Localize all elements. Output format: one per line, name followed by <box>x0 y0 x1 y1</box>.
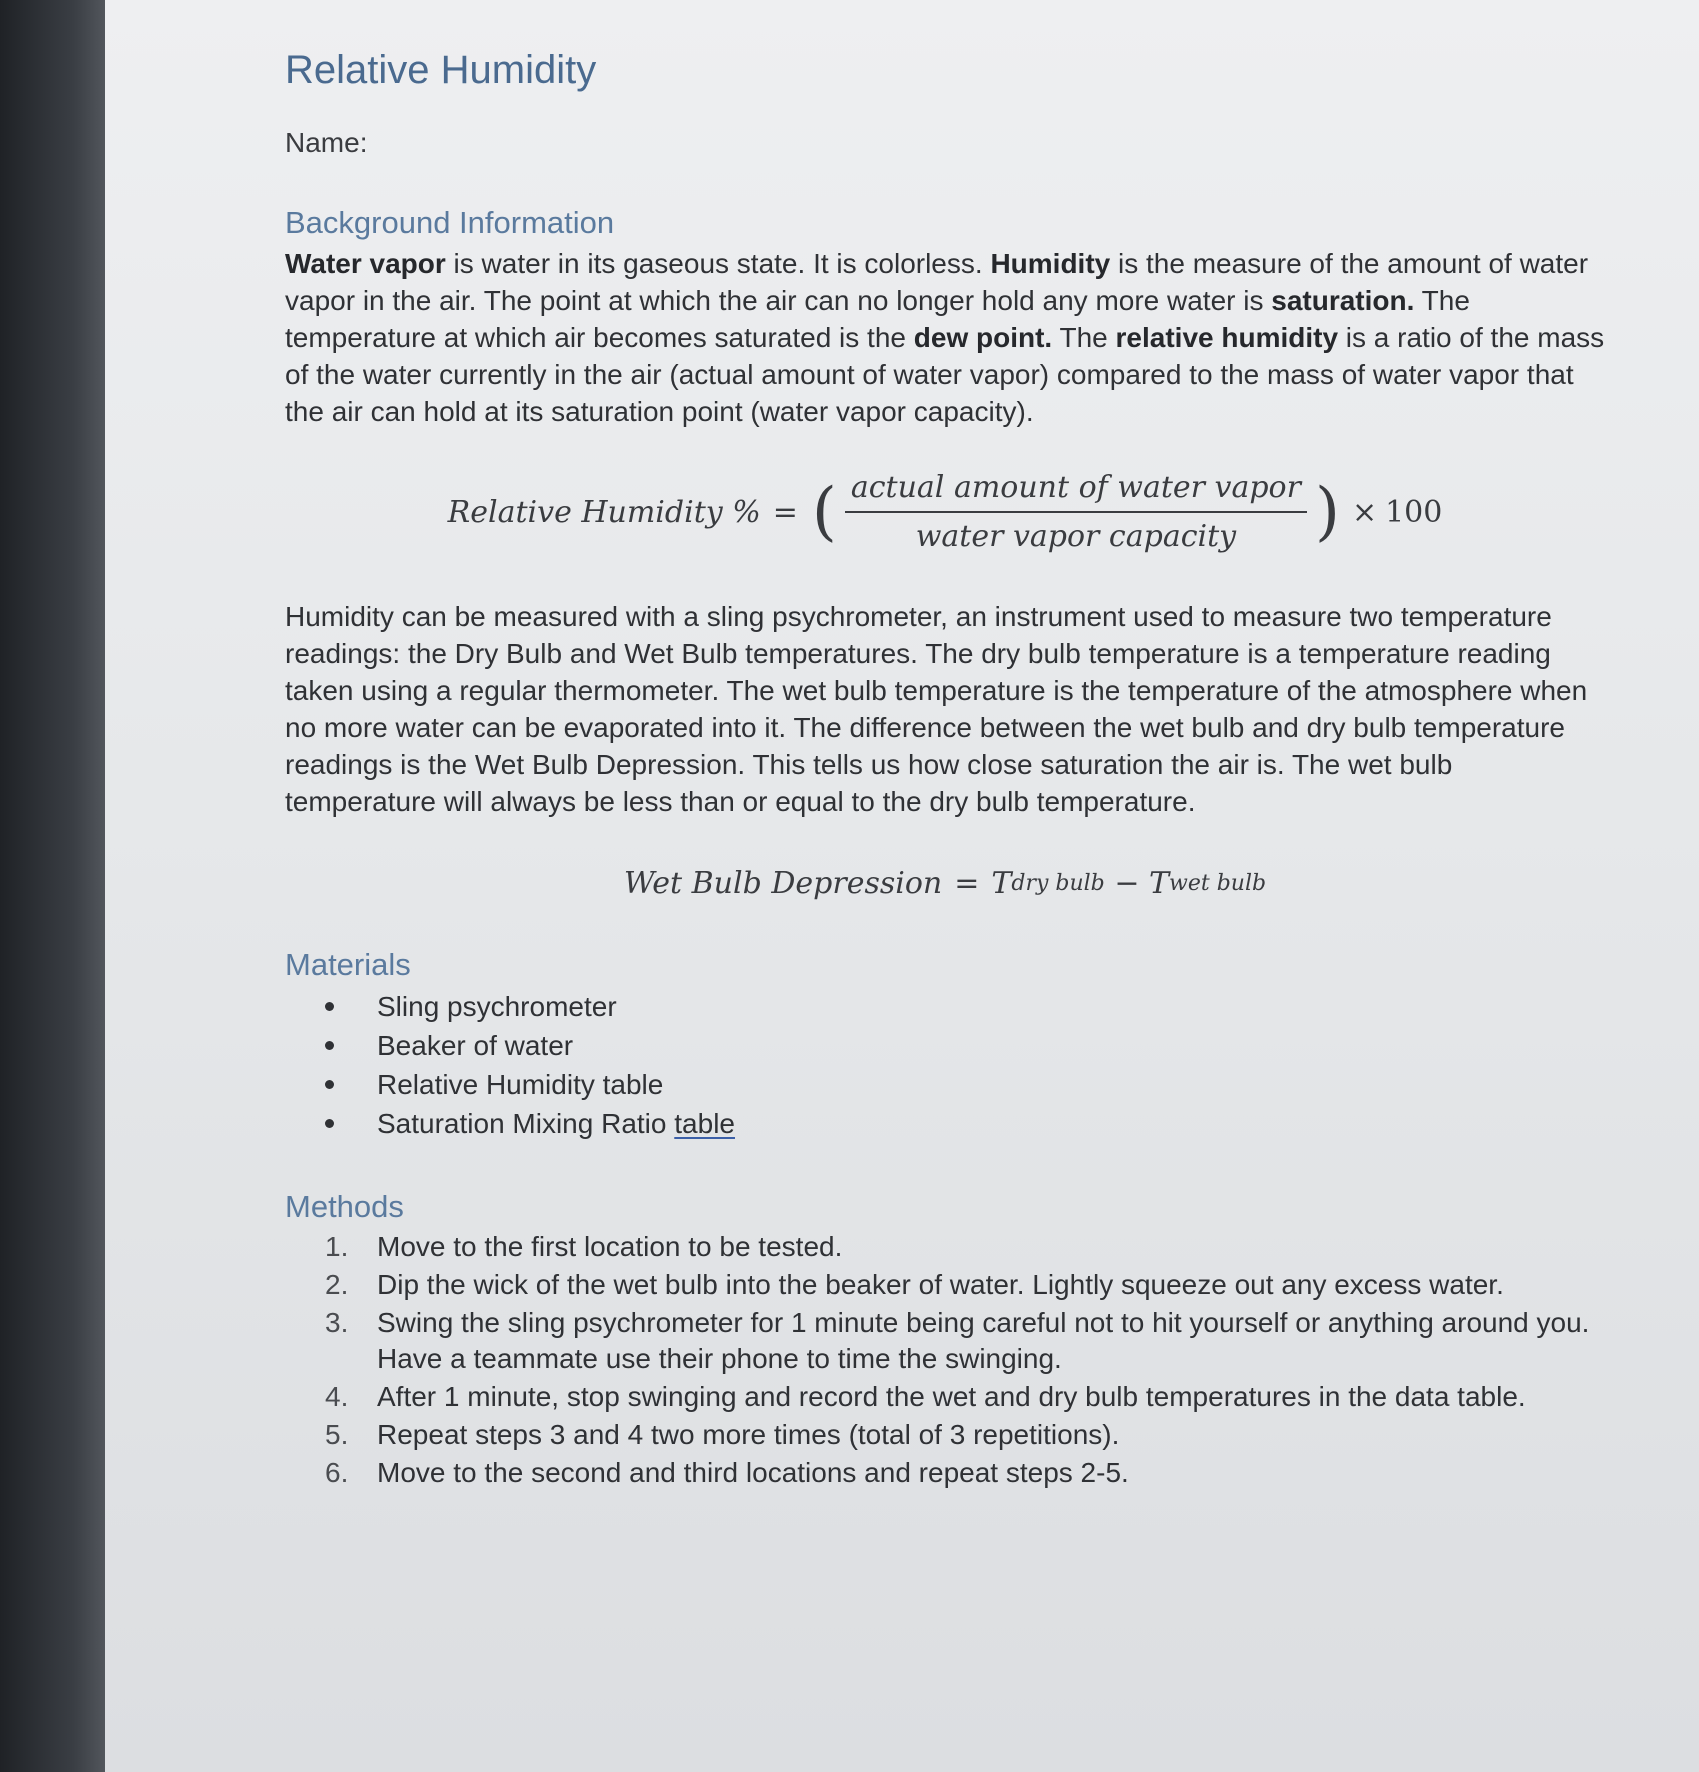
methods-heading: Methods <box>285 1189 404 1224</box>
background-paragraph-2: Humidity can be measured with a sling psychrometer, an instrument used to measure two temperature readings: the Dry Bulb and Wet Bulb temperatures. The dry bulb temperature is a temperature reading taken using a regular thermometer. The wet bulb temperature is the temperature of the atmosphere when no more water can be evaporated into it. The difference between the wet bulb and dry bulb temperature readings is the Wet Bulb Depression. This tells us how close saturation the air is. The wet bulb temperature will always be less than or equal to the dry bulb temperature. <box>285 601 1588 817</box>
material-label: Relative Humidity table <box>377 1069 664 1100</box>
methods-list <box>285 1229 1605 1491</box>
monitor-bezel <box>0 0 105 1772</box>
list-item <box>285 1065 1605 1104</box>
para1-text-5: is a ratio of the mass of the water currently in the air (actual amount of water vapor) compared to the mass of water vapor that the air can hold at its saturation point (water vapor capacity). <box>285 322 1605 427</box>
step-text: Repeat steps 3 and 4 two more times (total of 3 repetitions). <box>377 1419 1120 1450</box>
term-humidity: Humidity <box>990 248 1111 279</box>
term-saturation: saturation. <box>1271 285 1415 316</box>
formula1-open-paren: ( <box>811 475 837 549</box>
step-number: 5. <box>325 1419 349 1450</box>
bullet-icon <box>325 1080 334 1089</box>
formula1-equals: = <box>772 494 798 530</box>
para1-text-4: The <box>1052 322 1116 353</box>
step-number: 3. <box>325 1307 349 1338</box>
formula2-minus: − <box>1104 866 1149 901</box>
para1-text-3: The temperature at which air becomes saturated is the <box>285 285 1470 353</box>
list-item <box>285 1379 1605 1415</box>
formula1-fraction <box>845 470 1307 554</box>
step-text: Move to the first location to be tested. <box>377 1231 843 1262</box>
material-label: Beaker of water <box>377 1030 574 1061</box>
relative-humidity-formula <box>285 470 1605 554</box>
background-paragraph-1 <box>285 245 1605 430</box>
formula1-times: × <box>1351 494 1378 530</box>
list-item <box>285 1104 1605 1143</box>
bullet-icon <box>325 1002 334 1011</box>
formula2-t-dry: T <box>991 866 1012 901</box>
step-text: Swing the sling psychrometer for 1 minute being careful not to hit yourself or anything around you. Have a teammate use their phone to time the swinging. <box>377 1307 1590 1374</box>
para1-text-2: is the measure of the amount of water vapor in the air. The point at which the air can no longer hold any more water is <box>285 248 1589 316</box>
term-relative-humidity: relative humidity <box>1115 322 1339 353</box>
formula2-lhs: Wet Bulb Depression <box>623 866 943 901</box>
formula2-equals: = <box>954 866 980 901</box>
step-text: Move to the second and third locations and repeat steps 2-5. <box>377 1457 1129 1488</box>
table-link-word[interactable]: table <box>674 1108 735 1139</box>
para1-text-1: is water in its gaseous state. It is colorless. <box>445 248 991 279</box>
list-item <box>285 1417 1605 1453</box>
list-item <box>285 987 1605 1026</box>
materials-list <box>285 987 1605 1143</box>
formula1-close-paren: ) <box>1314 475 1340 549</box>
name-label: Name: <box>285 127 368 158</box>
formula2-sub-dry: dry bulb <box>1011 871 1105 896</box>
formula1-factor: 100 <box>1385 494 1443 530</box>
step-number: 2. <box>325 1269 349 1300</box>
formula2-sub-wet: wet bulb <box>1169 871 1267 896</box>
formula1-lhs: Relative Humidity % <box>447 494 761 530</box>
list-item <box>285 1455 1605 1491</box>
step-number: 6. <box>325 1457 349 1488</box>
list-item <box>285 1026 1605 1065</box>
list-item <box>285 1229 1605 1265</box>
formula1-denominator: water vapor capacity <box>915 519 1237 554</box>
step-text: Dip the wick of the wet bulb into the beaker of water. Lightly squeeze out any excess water. <box>377 1269 1504 1300</box>
background-heading: Background Information <box>285 205 615 240</box>
list-item <box>285 1267 1605 1303</box>
step-number: 1. <box>325 1231 349 1262</box>
document-page <box>105 0 1699 1772</box>
document-content <box>285 48 1605 1493</box>
materials-heading: Materials <box>285 947 411 982</box>
bullet-icon <box>325 1041 334 1050</box>
wet-bulb-depression-formula <box>285 866 1605 901</box>
material-label: Sling psychrometer <box>377 991 617 1022</box>
bullet-icon <box>325 1119 334 1128</box>
document-title: Relative Humidity <box>285 48 597 92</box>
formula1-numerator: actual amount of water vapor <box>845 470 1307 513</box>
term-dew-point: dew point. <box>913 322 1053 353</box>
term-water-vapor: Water vapor <box>285 248 446 279</box>
material-label: Saturation Mixing Ratio <box>377 1108 675 1139</box>
step-text: After 1 minute, stop swinging and record the wet and dry bulb temperatures in the data table. <box>377 1381 1526 1412</box>
formula2-t-wet: T <box>1149 866 1170 901</box>
step-number: 4. <box>325 1381 349 1412</box>
list-item <box>285 1305 1605 1377</box>
